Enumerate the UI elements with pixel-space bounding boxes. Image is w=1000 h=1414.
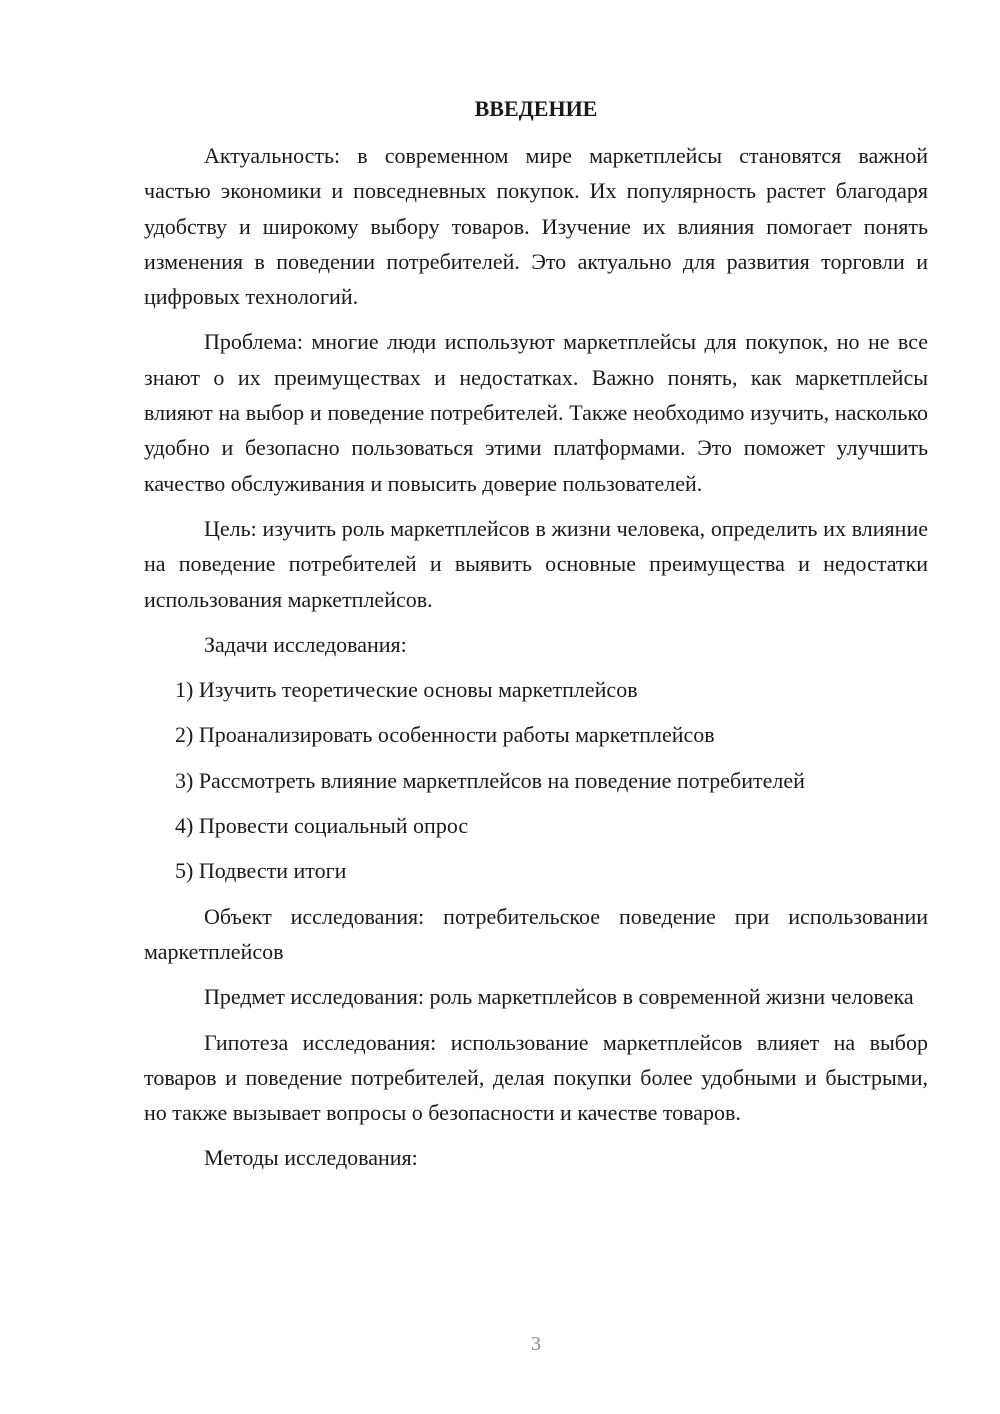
list-item: 2) Проанализировать особенности работы маркетплейсов xyxy=(175,722,715,748)
document-page xyxy=(144,94,928,1186)
methods-heading: Методы исследования: xyxy=(204,1145,418,1171)
list-item: 1) Изучить теоретические основы маркетплейсов xyxy=(175,677,638,703)
paragraph-hypothesis: Гипотеза исследования: использование маркетплейсов влияет на выбор товаров и поведение потребителей, делая покупки более удобными и быстрыми, но также вызывает вопросы о безопасности и качестве товаров. xyxy=(144,1029,928,1126)
list-item: 5) Подвести итоги xyxy=(175,858,347,884)
paragraph-actuality: Актуальность: в современном мире маркетплейсы становятся важной частью экономики и повседневных покупок. Их популярность растет благодаря удобству и широкому выбору товаров. Изучение их влияния помогает понять изменения в поведении потребителей. Это актуально для развития торговли и цифровых технологий. xyxy=(144,143,928,310)
page-number: 3 xyxy=(531,1333,541,1355)
list-item: 3) Рассмотреть влияние маркетплейсов на поведение потребителей xyxy=(175,767,805,793)
tasks-heading: Задачи исследования: xyxy=(204,631,407,657)
page-title: ВВЕДЕНИЕ xyxy=(474,96,598,121)
paragraph-problem: Проблема: многие люди используют маркетплейсы для покупок, но не все знают о их преимуществах и недостатках. Важно понять, как маркетплейсы влияют на выбор и поведение потребителей. Также необходимо изучить, насколько удобно и безопасно пользоваться этими платформами. Это поможет улучшить качество обслуживания и повысить доверие пользователей. xyxy=(144,329,928,496)
paragraph-subject: Предмет исследования: роль маркетплейсов в современной жизни человека xyxy=(204,984,914,1010)
paragraph-goal: Цель: изучить роль маркетплейсов в жизни человека, определить их влияние на поведение потребителей и выявить основные преимущества и недостатки использования маркетплейсов. xyxy=(144,515,928,612)
paragraph-object: Объект исследования: потребительское поведение при использовании маркетплейсов xyxy=(144,903,928,964)
task-list xyxy=(144,672,928,888)
list-item: 4) Провести социальный опрос xyxy=(175,813,469,839)
